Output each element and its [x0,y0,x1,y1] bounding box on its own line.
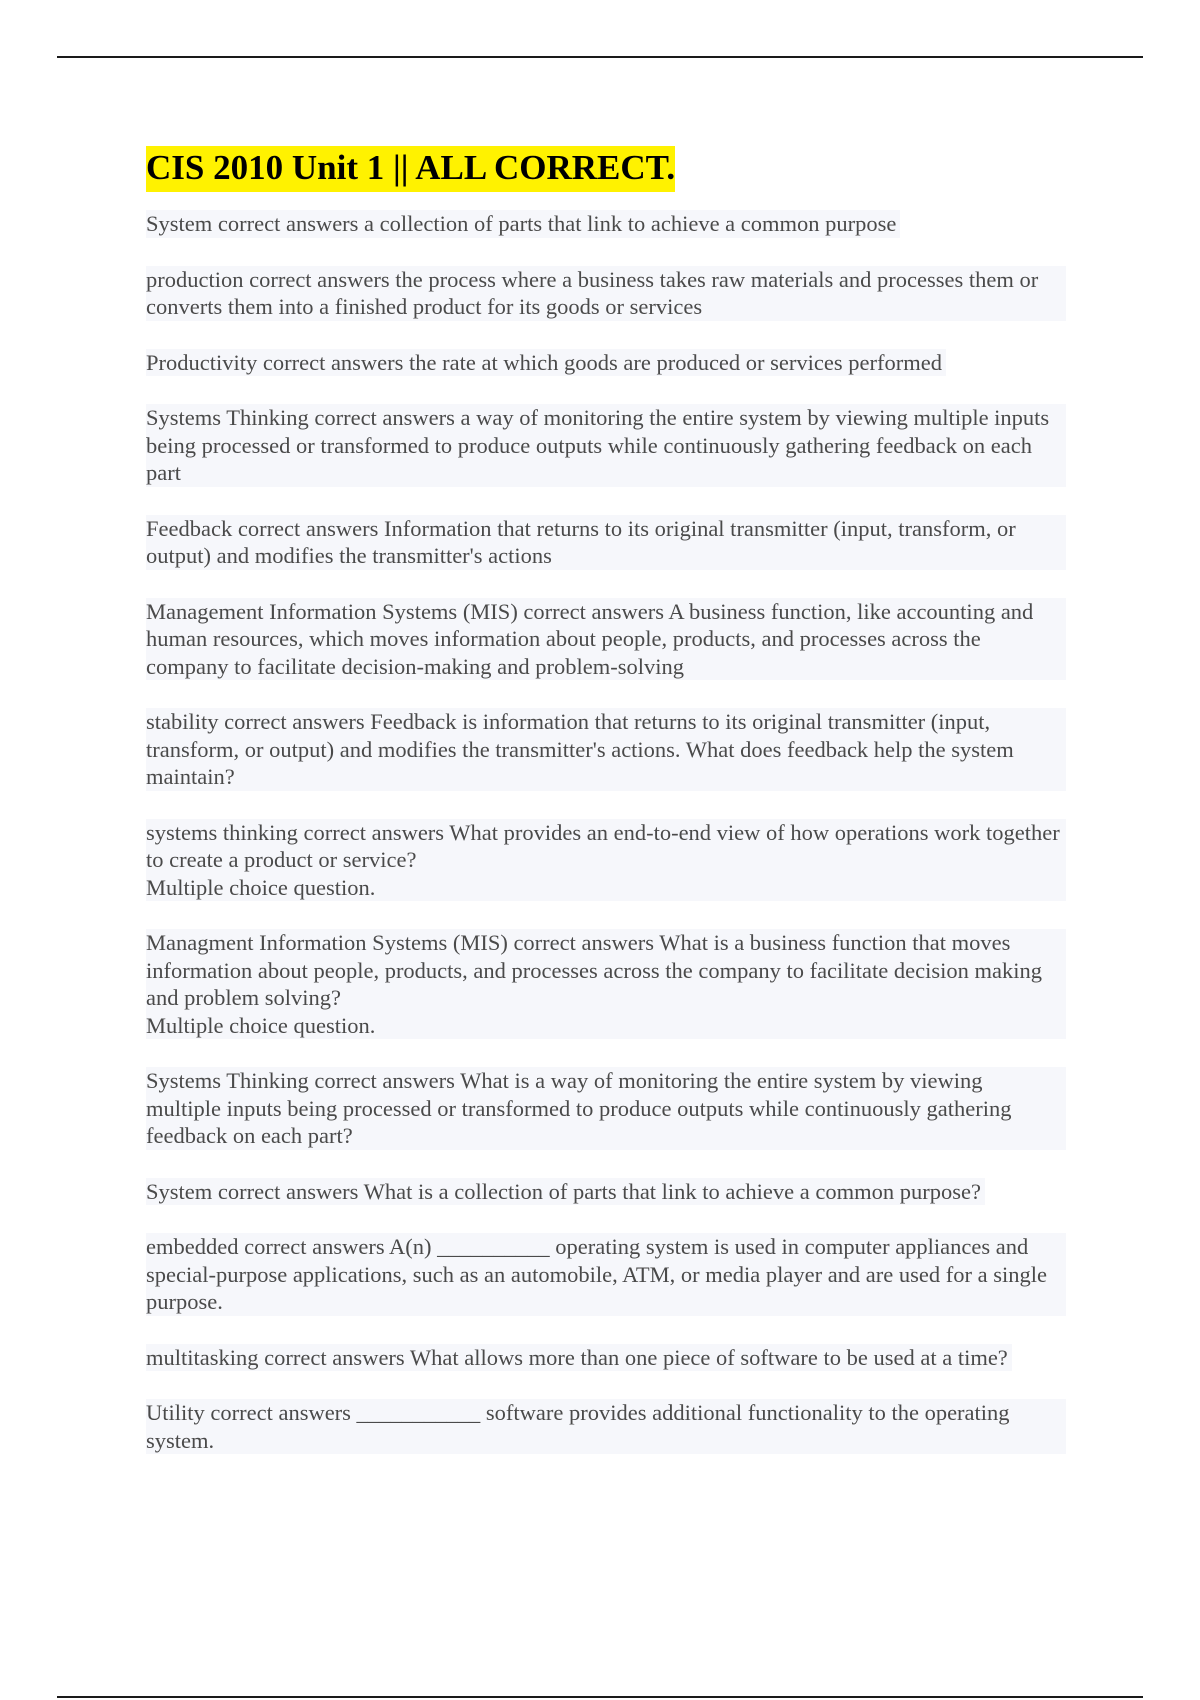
qa-entry [146,1233,1066,1316]
qa-text: systems thinking correct answers What provides an end-to-end view of how operations work together to create a product or service? [146,819,1060,872]
qa-text: Management Information Systems (MIS) correct answers A business function, like accounting and human resources, which moves information about people, products, and processes across the company to facilitate decision-making and problem-solving [146,598,1034,679]
document-body [146,146,1066,1482]
qa-text: multitasking correct answers What allows more than one piece of software to be used at a time? [146,1344,1008,1370]
qa-text: embedded correct answers A(n) __________ operating system is used in computer appliances and special-purpose applications, such as an automobile, ATM, or media player and are used for a single purpose. [146,1234,1047,1314]
qa-entry [146,1344,1012,1372]
qa-text: System correct answers a collection of parts that link to achieve a common purpose [146,211,897,236]
qa-entry [146,266,1066,321]
qa-text: Systems Thinking correct answers a way of monitoring the entire system by viewing multiple inputs being processed or transformed to produce outputs while continuously gathering feedback on each part [146,405,1050,485]
qa-text: Managment Information Systems (MIS) correct answers What is a business function that moves information about people, products, and processes across the company to facilitate decision making and problem solving? [146,930,1042,1010]
qa-note: Multiple choice question. [146,874,376,900]
qa-entry [146,819,1066,902]
qa-text: production correct answers the process where a business takes raw materials and processes them or converts them into a finished product for its goods or services [146,266,1039,319]
qa-entry [146,210,900,238]
qa-entry [146,929,1066,1039]
qa-text: System correct answers What is a collection of parts that link to achieve a common purpose? [146,1178,981,1204]
qa-note: Multiple choice question. [146,1012,376,1038]
qa-text: Utility correct answers ___________ software provides additional functionality to the operating system. [146,1400,1010,1453]
qa-text: Productivity correct answers the rate at which goods are produced or services performed [146,349,942,375]
qa-entry [146,708,1066,791]
document-title: CIS 2010 Unit 1 || ALL CORRECT. [146,146,675,192]
qa-entry [146,1178,985,1206]
qa-text: Feedback correct answers Information that returns to its original transmitter (input, transform, or output) and modifies the transmitter's actions [146,515,1016,568]
qa-entry [146,1067,1066,1150]
qa-entry [146,515,1066,570]
qa-text: stability correct answers Feedback is information that returns to its original transmitter (input, transform, or output) and modifies the transmitter's actions. What does feedback help the system maintain? [146,709,1014,789]
qa-entry [146,404,1066,487]
qa-entry [146,1399,1066,1454]
qa-entry [146,598,1066,681]
bottom-rule [57,1696,1143,1698]
qa-text: Systems Thinking correct answers What is a way of monitoring the entire system by viewing multiple inputs being processed or transformed to produce outputs while continuously gathering feedback on each part? [146,1068,1012,1148]
qa-entry [146,349,946,377]
top-rule [57,56,1143,58]
